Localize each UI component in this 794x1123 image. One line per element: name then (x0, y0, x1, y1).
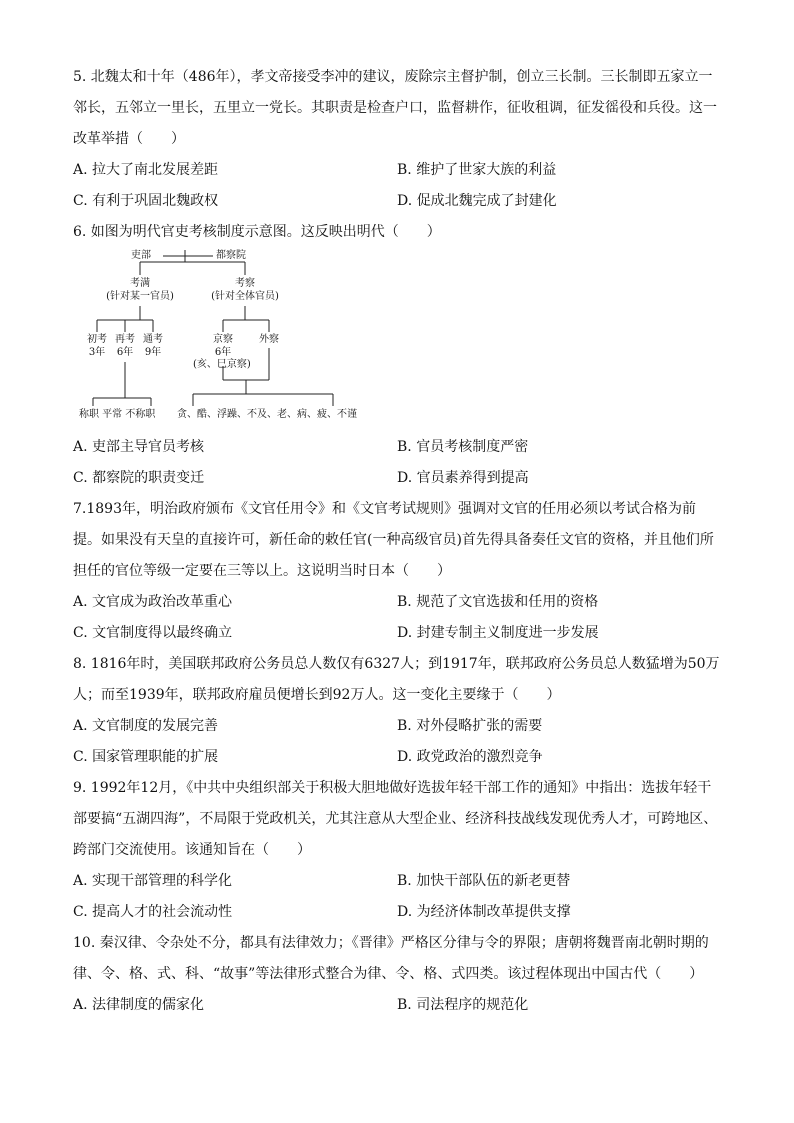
option-a[interactable]: A. 吏部主导官员考核 (73, 439, 205, 455)
node-chukao-years: 3年 (88, 347, 106, 358)
node-faults: 贪、酷、浮躁、不及、老、病、疲、不谨 (177, 409, 357, 420)
option-a[interactable]: A. 拉大了南北发展差距 (73, 162, 219, 178)
node-ratings: 称职 平常 不称职 (79, 409, 156, 420)
node-kaoman: 考满 (130, 278, 150, 289)
question-9-stem: 9. 1992年12月，《中共中央组织部关于积极大胆地做好选拔年轻干部工作的通知》中指出：选拔年轻干部要搞“五湖四海”，不局限于党政机关，尤其注意从大型企业、经济科技战线发现优秀人才，可跨地区、跨部门交流使用。该通知旨在（ ） (73, 780, 718, 858)
node-jingcha-note: (亥、巳京察) (193, 359, 251, 370)
option-d[interactable]: D. 政党政治的激烈竞争 (397, 749, 543, 765)
question-6-options (73, 432, 723, 494)
question-8-options (73, 711, 723, 773)
node-chukao: 初考 (87, 334, 107, 345)
exam-page (73, 62, 723, 1021)
option-b[interactable]: B. 规范了文官选拔和任用的资格 (397, 594, 599, 610)
node-zaikao-years: 6年 (116, 347, 134, 358)
option-d[interactable]: D. 封建专制主义制度进一步发展 (397, 625, 599, 641)
node-kaocha-note: (针对全体官员) (211, 291, 279, 302)
option-c[interactable]: C. 国家管理职能的扩展 (73, 749, 219, 765)
node-jingcha: 京察 (213, 334, 233, 345)
option-c[interactable]: C. 有利于巩固北魏政权 (73, 193, 219, 209)
option-d[interactable]: D. 促成北魏完成了封建化 (397, 193, 557, 209)
option-a[interactable]: A. 文官制度的发展完善 (73, 718, 219, 734)
question-10-stem: 10. 秦汉律、令杂处不分，都具有法律效力；《晋律》严格区分律与令的界限；唐朝将魏晋南北朝时期的律、令、格、式、科、“故事”等法律形式整合为律、令、格、式四类。该过程体现出中国古代（ ） (73, 935, 709, 982)
option-a[interactable]: A. 法律制度的儒家化 (73, 997, 205, 1013)
option-c[interactable]: C. 文官制度得以最终确立 (73, 625, 233, 641)
option-b[interactable]: B. 官员考核制度严密 (397, 439, 529, 455)
question-9-options (73, 866, 723, 928)
option-d[interactable]: D. 为经济体制改革提供支撑 (397, 904, 571, 920)
option-a[interactable]: A. 实现干部管理的科学化 (73, 873, 233, 889)
node-tongkao: 通考 (143, 334, 163, 345)
option-c[interactable]: C. 提高人才的社会流动性 (73, 904, 233, 920)
option-a[interactable]: A. 文官成为政治改革重心 (73, 594, 233, 610)
question-7-options (73, 587, 723, 649)
option-b[interactable]: B. 对外侵略扩张的需要 (397, 718, 543, 734)
question-6-stem: 6. 如图为明代官吏考核制度示意图。这反映出明代（ ） (73, 224, 441, 240)
official-assessment-diagram (73, 250, 373, 432)
option-b[interactable]: B. 维护了世家大族的利益 (397, 162, 557, 178)
question-10-options (73, 990, 723, 1021)
option-c[interactable]: C. 都察院的职责变迁 (73, 470, 205, 486)
option-d[interactable]: D. 官员素养得到提高 (397, 470, 529, 486)
question-5-stem: 5. 北魏太和十年（486年），孝文帝接受李冲的建议，废除宗主督护制，创立三长制。三长制即五家立一邻长，五邻立一里长，五里立一党长。其职责是检查户口，监督耕作，征收租调，征发徭役和兵役。这一改革举措（ ） (73, 69, 717, 147)
node-tongkao-years: 9年 (144, 347, 162, 358)
node-duchayuan: 都察院 (216, 250, 246, 261)
node-zaikao: 再考 (115, 334, 135, 345)
question-7-stem: 7.1893年，明治政府颁布《文官任用令》和《文官考试规则》强调对文官的任用必须以考试合格为前提。如果没有天皇的直接许可，新任命的敕任官(一种高级官员)首先得具备奏任文官的资格，并且他们所担任的官位等级一定要在三等以上。这说明当时日本（ ） (73, 501, 714, 579)
option-b[interactable]: B. 加快干部队伍的新老更替 (397, 873, 571, 889)
node-kaoman-note: (针对某一官员) (106, 291, 174, 302)
node-libu: 吏部 (131, 250, 151, 261)
option-b[interactable]: B. 司法程序的规范化 (397, 997, 529, 1013)
question-5-options (73, 155, 723, 217)
question-8-stem: 8. 1816年时，美国联邦政府公务员总人数仅有6327人；到1917年，联邦政府公务员总人数猛增为50万人；而至1939年，联邦政府雇员便增长到92万人。这一变化主要缘于（ ） (73, 656, 720, 703)
node-kaocha: 考察 (235, 278, 255, 289)
node-waicha: 外察 (259, 334, 279, 345)
node-jingcha-years: 6年 (214, 347, 232, 358)
